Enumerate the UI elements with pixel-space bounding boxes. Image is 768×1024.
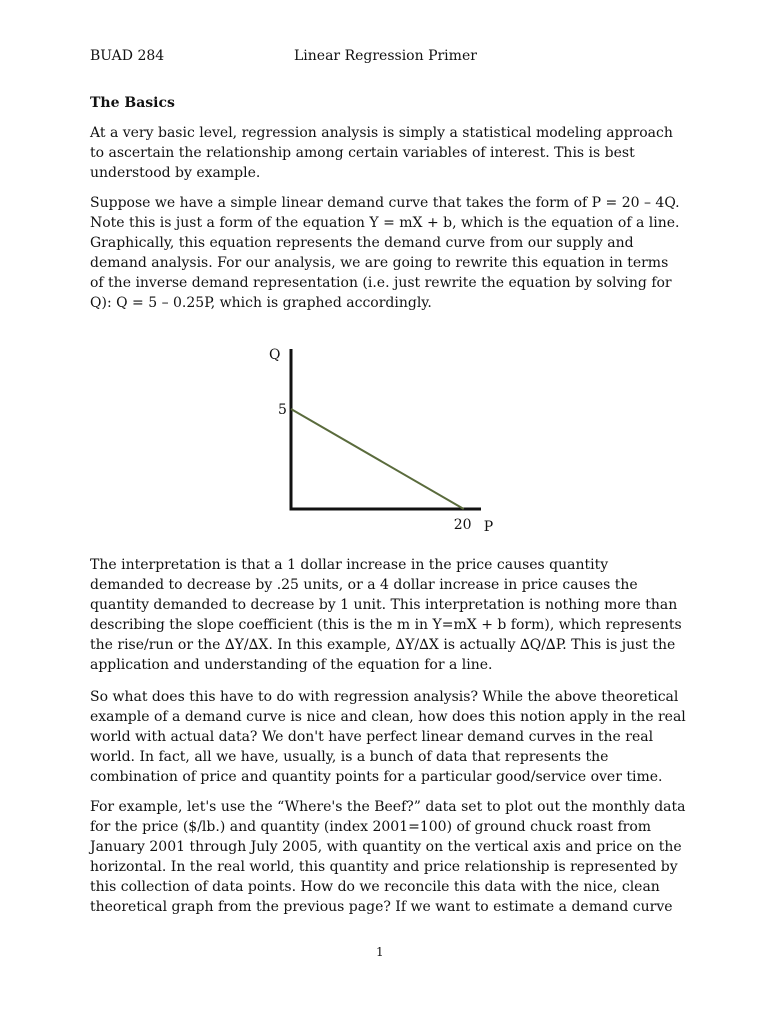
page-number: 1 — [376, 945, 384, 959]
demand-curve-line — [291, 409, 464, 509]
header-course-code: BUAD 284 — [90, 48, 165, 64]
x-axis-label: P — [483, 519, 494, 535]
paragraph-beef-example: For example, let's use the “Where's the Beef?” data set to plot out the monthly data for the price ($/lb.) and quantity (index 2001=100) of ground chuck roast from January 2001 through July 2005, with quantity on the vertical axis and price on the horizontal. In the real world, this quantity and price relationship is represented by this collection of data points. How do we reconcile this data with the nice, clean theoretical graph from the previous page? If we want to estimate a demand curve — [90, 799, 686, 915]
section-heading: The Basics — [90, 95, 175, 111]
paragraph-interpretation: The interpretation is that a 1 dollar increase in the price causes quantity demanded to decrease by .25 units, or a 4 dollar increase in price causes the quantity demanded to decrease by 1 unit. This interpretation is nothing more than describing the slope coefficient (this is the m in Y=mX + b form), which represents the rise/run or the ∆Y/∆X. In this example, ∆Y/∆X is actually ∆Q/∆P. This is just the application and understanding of the equation for a line. — [90, 557, 682, 673]
y-axis-label: Q — [269, 347, 281, 363]
y-tick-label: 5 — [278, 402, 287, 418]
paragraph-demand-curve: Suppose we have a simple linear demand curve that takes the form of P = 20 – 4Q. Note this is just a form of the equation Y = mX + b, which is the equation of a line. Graphically, this equation represents the demand curve from our supply and demand analysis. For our analysis, we are going to rewrite this equation in terms of the inverse demand representation (i.e. just rewrite the equation by solving for Q): Q = 5 – 0.25P, which is graphed accordingly. — [90, 195, 680, 311]
header-document-title: Linear Regression Primer — [294, 48, 477, 64]
demand-curve-chart — [260, 340, 500, 540]
x-tick-label: 20 — [453, 517, 472, 533]
paragraph-regression-question: So what does this have to do with regression analysis? While the above theoretical example of a demand curve is nice and clean, how does this notion apply in the real world with actual data? We don't have perfect linear demand curves in the real world. In fact, all we have, usually, is a bunch of data that represents the combination of price and quantity points for a particular good/service over time. — [90, 689, 686, 785]
paragraph-intro: At a very basic level, regression analysis is simply a statistical modeling approach to ascertain the relationship among certain variables of interest. This is best understood by example. — [90, 125, 673, 181]
